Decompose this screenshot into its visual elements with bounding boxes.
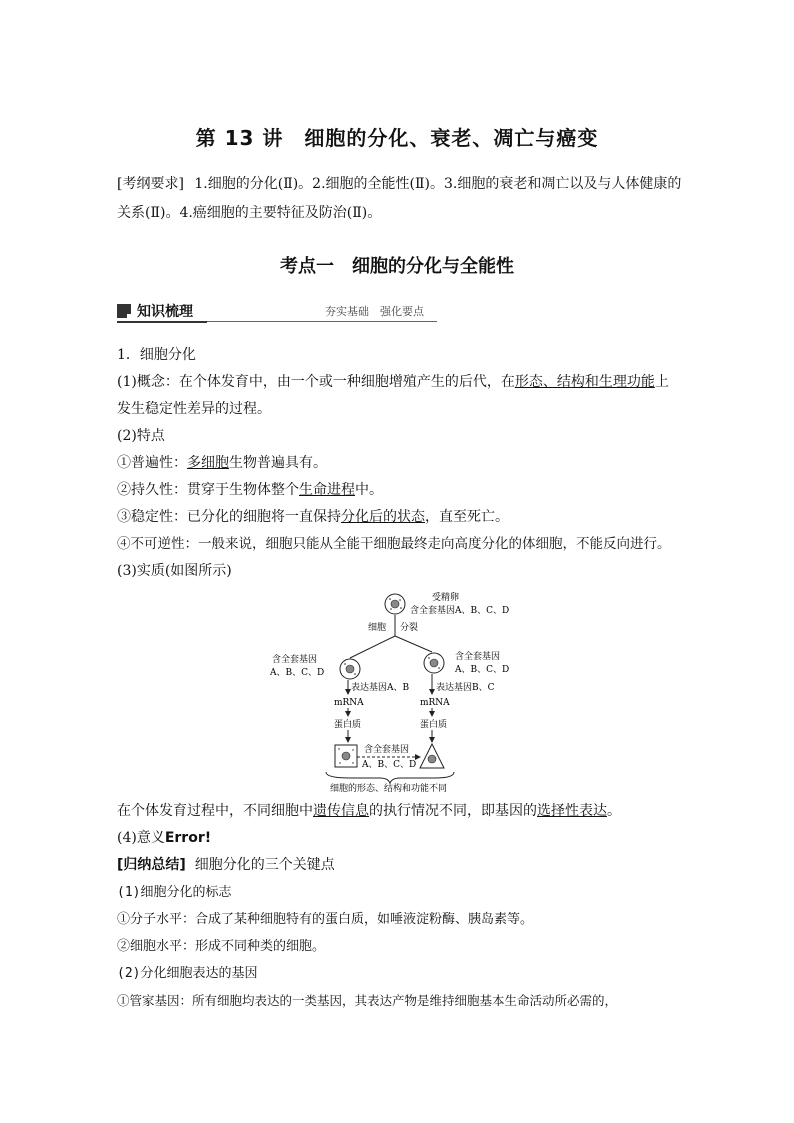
meaning-line: (4)意义Error! <box>117 830 212 846</box>
right-mrna: mRNA <box>420 698 450 708</box>
divider-accent <box>117 321 207 323</box>
split-right-label: 分裂 <box>400 623 419 633</box>
zygote-genes: 含全套基因A、B、C、D <box>410 606 510 616</box>
key-2: (2)分化细胞表达的基因 <box>117 966 258 981</box>
content-bottom <box>117 798 682 1014</box>
knowledge-bar-subtitle: 夯实基础 强化要点 <box>325 305 424 318</box>
left-genes-1: 含全套基因 <box>272 655 318 665</box>
left-genes-2: A、B、C、D <box>270 668 325 678</box>
square-icon <box>117 304 131 318</box>
key-1a: ①分子水平：合成了某种细胞特有的蛋白质，如唾液淀粉酶、胰岛素等。 <box>117 912 534 927</box>
requirements-text: 1.细胞的分化(Ⅱ)。2.细胞的全能性(Ⅱ)。3.细胞的衰老和凋亡以及与人体健康的关系(Ⅱ)。4.癌细胞的主要特征及防治(Ⅱ)。 <box>117 176 682 221</box>
concept-paragraph: (1)概念：在个体发育中，由一个或一种细胞增殖产生的后代，在形态、结构和生理功能上发生稳定性差异的过程。 <box>117 374 669 417</box>
key-1b: ②细胞水平：形成不同种类的细胞。 <box>117 939 326 954</box>
left-mrna: mRNA <box>334 698 364 708</box>
zygote-label: 受精卵 <box>432 593 460 603</box>
right-express: 表达基因B、C <box>436 683 495 693</box>
essence-heading: (3)实质(如图所示) <box>117 563 232 579</box>
feature-1: ①普遍性：多细胞生物普遍具有。 <box>117 455 327 471</box>
right-cell-icon <box>424 653 444 673</box>
bottom-genes-1: 含全套基因 <box>364 745 410 755</box>
square-cell-icon <box>335 745 357 767</box>
feature-4: ④不可逆性：一般来说，细胞只能从全能干细胞最终走向高度分化的体细胞，不能反向进行。 <box>117 536 671 552</box>
section-title: 考点一 细胞的分化与全能性 <box>280 256 514 277</box>
features-heading: (2)特点 <box>117 428 165 444</box>
zygote-cell-icon <box>385 594 405 614</box>
summary-paragraph: 在个体发育过程中，不同细胞中遗传信息的执行情况不同，即基因的选择性表达。 <box>117 803 621 819</box>
content-top <box>117 342 682 585</box>
feature-2: ②持久性：贯穿于生物体整个生命进程中。 <box>117 482 383 498</box>
right-protein: 蛋白质 <box>420 720 448 730</box>
right-genes-1: 含全套基因 <box>455 652 501 662</box>
differentiation-diagram <box>260 592 540 792</box>
key-2a: ①管家基因：所有细胞均表达的一类基因，其表达产物是维持细胞基本生命活动所必需的， <box>117 993 618 1008</box>
page-title: 第 13 讲 细胞的分化、衰老、凋亡与癌变 <box>195 126 599 150</box>
diagram-caption: 细胞的形态、结构和功能不同 <box>330 784 448 792</box>
right-genes-2: A、B、C、D <box>455 665 510 675</box>
heading-cell-differentiation: 1．细胞分化 <box>117 347 196 363</box>
exam-requirements <box>117 170 687 228</box>
left-cell-icon <box>340 659 360 679</box>
requirements-label: [考纲要求] <box>117 176 184 192</box>
triangle-cell-icon <box>420 744 444 768</box>
induction-line: [归纳总结] 细胞分化的三个关键点 <box>117 857 335 873</box>
knowledge-bar-label: 知识梳理 <box>137 304 193 320</box>
key-1: (1)细胞分化的标志 <box>117 885 232 900</box>
bottom-genes-2: A、B、C、D <box>362 760 417 770</box>
left-express: 表达基因A、B <box>351 683 410 693</box>
split-left-label: 细胞 <box>368 623 387 633</box>
left-protein: 蛋白质 <box>334 720 362 730</box>
knowledge-bar <box>117 300 437 322</box>
feature-3: ③稳定性：已分化的细胞将一直保持分化后的状态，直至死亡。 <box>117 509 509 525</box>
